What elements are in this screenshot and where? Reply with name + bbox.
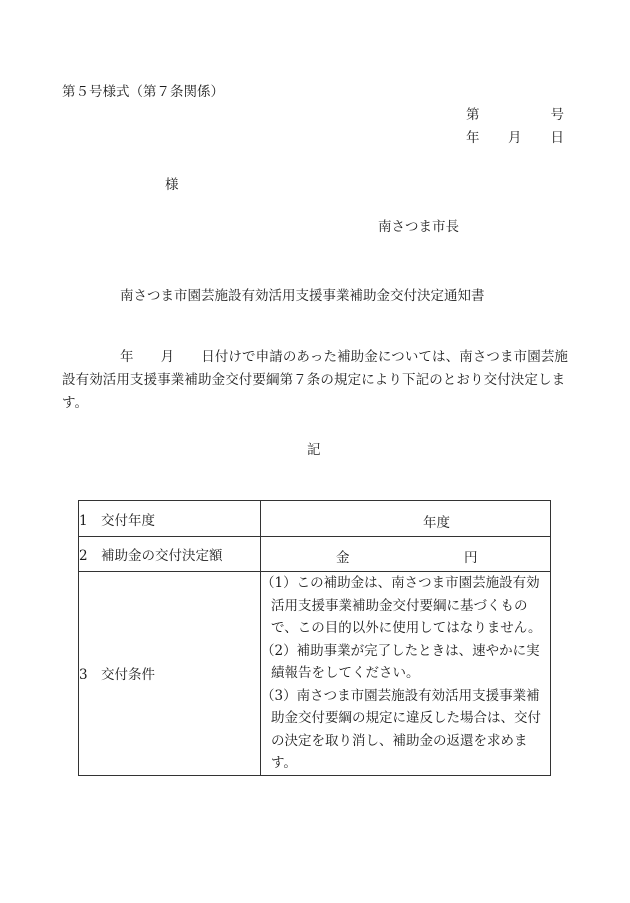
issue-date <box>466 126 564 146</box>
grant-amount-cell <box>261 537 551 572</box>
form-number: 第５号様式（第７条関係） <box>62 84 224 100</box>
document-number <box>466 103 564 123</box>
body-month: 月 <box>160 349 175 365</box>
condition-item: （3）南さつま市園芸施設有効活用支援事業補助金交付要綱の規定に違反した場合は、交付の決定を取り消し、補助金の返還を求めます。 <box>261 687 541 771</box>
row-number: 3 <box>79 667 88 684</box>
table-row <box>79 572 551 776</box>
grant-terms-table <box>78 500 551 776</box>
row-number: 2 <box>79 548 88 564</box>
row-label-text: 交付年度 <box>101 512 155 529</box>
row-number: 1 <box>79 512 88 529</box>
ki-heading: 記 <box>307 442 321 458</box>
condition-item: （2）補助事業が完了したときは、速やかに実績報告をしてください。 <box>261 642 540 681</box>
date-day: 日 <box>550 130 564 146</box>
amount-yen: 円 <box>464 550 478 566</box>
date-year: 年 <box>466 130 480 146</box>
table-row <box>79 501 551 537</box>
table-row <box>79 537 551 572</box>
row-label-text: 交付条件 <box>101 667 155 684</box>
row-label <box>79 572 261 776</box>
body-text: 日付けで申請のあった補助金については、南さつま市園芸施設有効活用支援事業補助金交付要綱第７条の規定により下記のとおり交付決定します。 <box>62 349 569 411</box>
issuer: 南さつま市長 <box>378 219 459 235</box>
fiscal-year-cell <box>261 501 551 537</box>
row-label-text: 補助金の交付決定額 <box>101 548 223 564</box>
body-paragraph <box>62 346 577 415</box>
amount-kin: 金 <box>336 550 350 566</box>
addressee: 様 <box>165 177 179 193</box>
condition-item: （1）この補助金は、南さつま市園芸施設有効活用支援事業補助金交付要綱に基づくもので、この目的以外に使用してはなりません。 <box>261 575 542 636</box>
document-title: 南さつま市園芸施設有効活用支援事業補助金交付決定通知書 <box>120 288 485 304</box>
conditions-cell <box>261 572 551 776</box>
doc-number-prefix: 第 <box>466 107 480 123</box>
doc-number-suffix: 号 <box>550 107 564 123</box>
date-month: 月 <box>508 130 522 146</box>
row-label <box>79 501 261 537</box>
row-label <box>79 537 261 572</box>
fiscal-year-value: 年度 <box>423 515 450 531</box>
body-year: 年 <box>120 349 134 365</box>
